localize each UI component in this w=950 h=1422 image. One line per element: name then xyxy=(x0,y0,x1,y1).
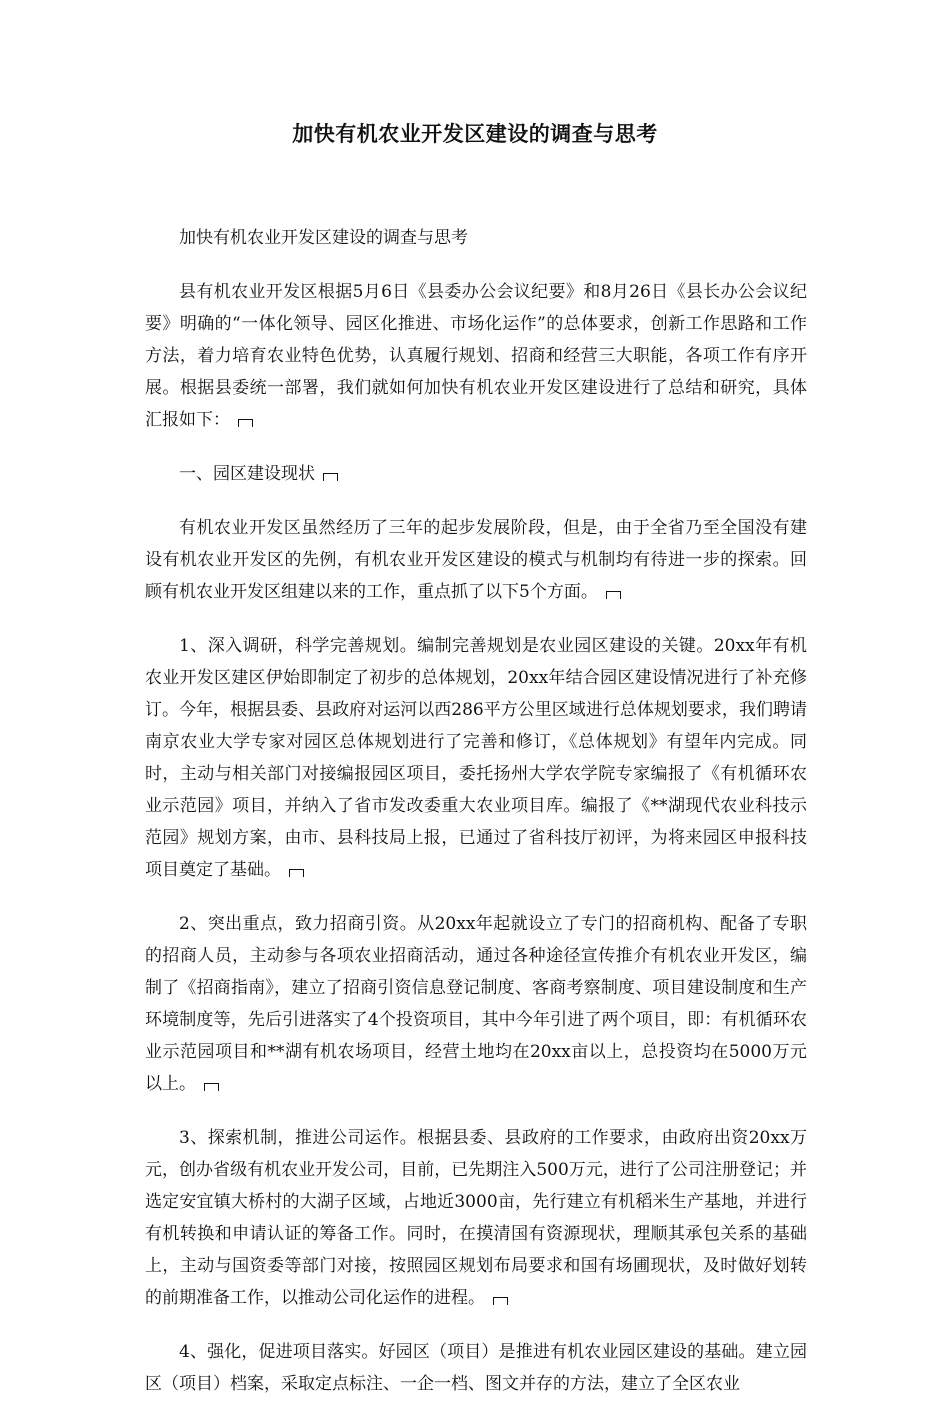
intro-paragraph xyxy=(145,276,807,436)
paragraph-mark-icon xyxy=(323,473,338,481)
item-text-3: 3、探索机制，推进公司运作。根据县委、县政府的工作要求，由政府出资20xx万元，创办省级有机农业开发公司，目前，已先期注入500万元，进行了公司注册登记；并选定安宜镇大桥村的大湖子区域，占地近3000亩，先行建立有机稻米生产基地，并进行有机转换和申请认证的筹备工作。同时，在摸清国有资源现状，理顺其承包关系的基础上，主动与国资委等部门对接，按照园区规划布局要求和国有场圃现状，及时做好划转的前期准备工作，以推动公司化运作的进程。 xyxy=(145,1128,807,1308)
paragraph-mark-icon xyxy=(606,591,621,599)
item-paragraph-1 xyxy=(145,630,807,886)
item-paragraph-3 xyxy=(145,1122,807,1314)
document-body xyxy=(145,222,807,1422)
item-text-1: 1、深入调研，科学完善规划。编制完善规划是农业园区建设的关键。20xx年有机农业开发区建区伊始即制定了初步的总体规划，20xx年结合园区建设情况进行了补充修订。今年，根据县委、县政府对运河以西286平方公里区域进行总体规划要求，我们聘请南京农业大学专家对园区总体规划进行了完善和修订，《总体规划》有望年内完成。同时，主动与相关部门对接编报园区项目，委托扬州大学农学院专家编报了《有机循环农业示范园》项目，并纳入了省市发改委重大农业项目库。编报了《**湖现代农业科技示范园》规划方案，由市、县科技局上报，已通过了省科技厅初评，为将来园区申报科技项目奠定了基础。 xyxy=(145,636,807,880)
document-title: 加快有机农业开发区建设的调查与思考 xyxy=(292,121,658,146)
subtitle-paragraph xyxy=(145,222,807,254)
item-paragraph-2 xyxy=(145,908,807,1100)
subtitle-text: 加快有机农业开发区建设的调查与思考 xyxy=(179,228,468,248)
paragraph-mark-icon xyxy=(238,419,253,427)
section-paragraph xyxy=(145,512,807,608)
intro-text: 县有机农业开发区根据5月6日《县委办公会议纪要》和8月26日《县长办公会议纪要》明确的“一体化领导、园区化推进、市场化运作”的总体要求，创新工作思路和工作方法，着力培育农业特色优势，认真履行规划、招商和经营三大职能，各项工作有序开展。根据县委统一部署，我们就如何加快有机农业开发区建设进行了总结和研究，具体汇报如下： xyxy=(145,282,807,430)
section-heading xyxy=(145,458,807,490)
paragraph-mark-icon xyxy=(204,1083,219,1091)
paragraph-mark-icon xyxy=(493,1297,508,1305)
item-paragraph-4 xyxy=(145,1336,807,1400)
section-paragraph-text: 有机农业开发区虽然经历了三年的起步发展阶段，但是，由于全省乃至全国没有建设有机农业开发区的先例，有机农业开发区建设的模式与机制均有待进一步的探索。回顾有机农业开发区组建以来的工作，重点抓了以下5个方面。 xyxy=(145,518,807,602)
item-text-2: 2、突出重点，致力招商引资。从20xx年起就设立了专门的招商机构、配备了专职的招商人员，主动参与各项农业招商活动，通过各种途径宣传推介有机农业开发区，编制了《招商指南》，建立了招商引资信息登记制度、客商考察制度、项目建设制度和生产环境制度等，先后引进落实了4个投资项目，其中今年引进了两个项目，即：有机循环农业示范园项目和**湖有机农场项目，经营土地均在20xx亩以上，总投资均在5000万元以上。 xyxy=(145,914,807,1094)
paragraph-mark-icon xyxy=(289,869,304,877)
section-heading-text: 一、园区建设现状 xyxy=(179,464,315,484)
item-text-4: 4、强化，促进项目落实。好园区（项目）是推进有机农业园区建设的基础。建立园区（项目）档案，采取定点标注、一企一档、图文并存的方法，建立了全区农业 xyxy=(145,1342,807,1394)
